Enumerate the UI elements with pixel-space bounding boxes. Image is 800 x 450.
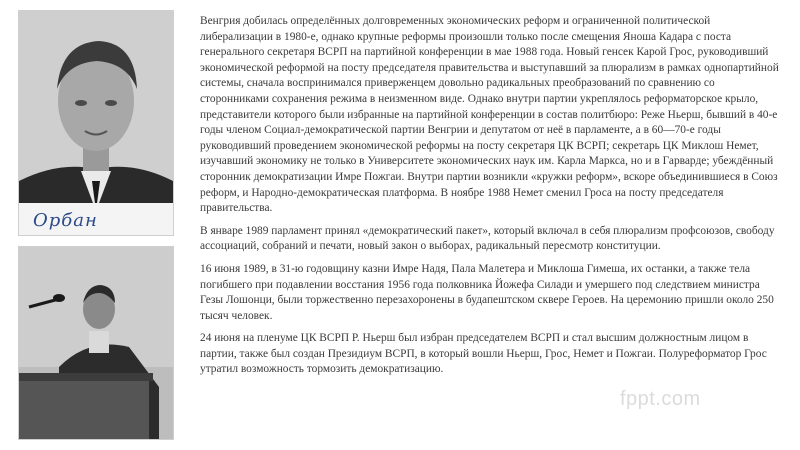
speaker-photo	[18, 246, 174, 440]
paragraph: Венгрия добилась определённых долговременных экономических реформ и ограниченной политической либерализации в 1980-е, однако крупные реформы произошли только после смещения Яноша Кадара с поста генерального секретаря ВСРП на партийной конференции в мае 1988 года. Новый генсек Карой Грос, руководивший экономической реформой на посту председателя правительства и выступавший за плюрализм в рамках однопартийной системы, сначала воспринимался приверженцем довольно радикальных преобразований по сравнению со сторонниками сохранения режима в неизменном виде. Однако внутри партии укреплялось реформаторское крыло, представители которого были избранные на партийной конференции в состав политбюро: Реже Ньерш, бывший в 40-е годы членом Социал-демократической партии Венгрии и депутатом от неё в парламенте, а в 60—70-е годы руководивший проведением экономической реформы на посту секретаря ЦК ВСРП; секретарь ЦК Миклош Немет, изучавший экономику не только в Университете экономических наук им. Карла Маркса, но и в Гарварде; убеждённый сторонник демократизации Имре Пожгаи. Внутри партии возникли «кружки реформ», вскоре объединившиеся в Союз реформ, и Народно-демократическая платформа. В ноябре 1988 Немет сменил Гроса на посту председателя правительства.	[200, 15, 779, 215]
portrait-photo	[18, 10, 174, 236]
article-text	[200, 14, 780, 385]
watermark: fppt.com	[620, 388, 701, 410]
paragraph: 24 июня на пленуме ЦК ВСРП Р. Ньерш был избран председателем ВСРП и стал высшим должностным лицом в партии, также был создан Президиум ВСРП, в который вошли Ньерш, Грос, Немет и Пожгаи. Полуреформатор Грос утратил возможность тормозить демократизацию.	[200, 332, 767, 376]
paragraph: 16 июня 1989, в 31-ю годовщину казни Имре Надя, Пала Малетера и Миклоша Гимеша, их останки, а также тела погибшего при подавлении восстания 1956 года полковника Йожефа Силади и умершего под следствием министра Гезы Лошонци, были торжественно перезахоронены в будапештском сквере Героев. На церемонию пришли около 250 тысяч человек.	[200, 262, 774, 322]
portrait-photo-icon	[19, 11, 173, 235]
speaker-at-podium-icon	[19, 247, 173, 439]
paragraph: В январе 1989 парламент принял «демократический пакет», который включал в себя плюрализм профсоюзов, свободу ассоциаций, собраний и печати, новый закон о выборах, радикальный пересмотр конституции.	[200, 224, 775, 253]
signature: Орбан	[33, 210, 98, 231]
